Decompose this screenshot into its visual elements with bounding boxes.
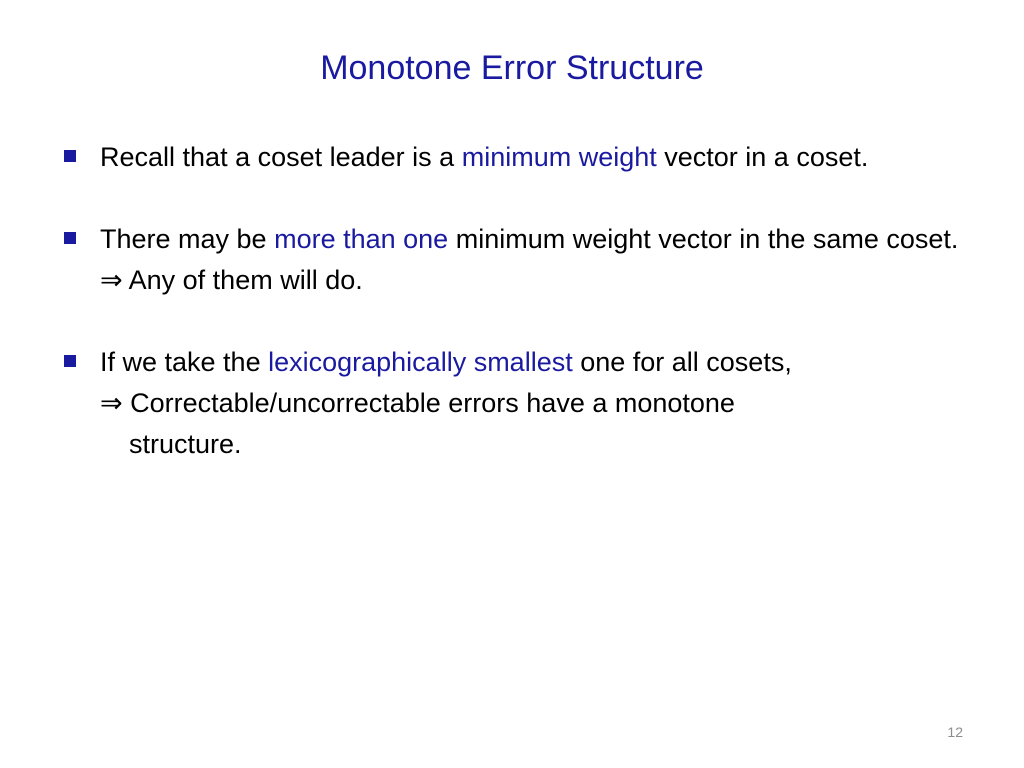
bullet-sub-line-continuation: structure. [129,429,242,459]
bullet-highlight: minimum weight [461,142,657,172]
bullet-text-after: one for all cosets, [572,347,792,377]
bullet-list [64,137,964,506]
bullet-item-coset-leader [64,137,964,178]
bullet-text-after: minimum weight vector in the same coset. [448,224,959,254]
bullet-text-before: There may be [100,224,275,254]
page-number: 12 [947,724,963,740]
bullet-sub-line: ⇒ Correctable/uncorrectable errors have a monotone [100,388,735,418]
slide-title: Monotone Error Structure [320,49,704,87]
square-bullet-icon [64,150,76,162]
bullet-highlight: lexicographically smallest [268,347,573,377]
bullet-highlight: more than one [274,224,449,254]
bullet-text-before: Recall that a coset leader is a [100,142,462,172]
bullet-text-before: If we take the [100,347,269,377]
square-bullet-icon [64,232,76,244]
square-bullet-icon [64,355,76,367]
bullet-item-lexicographic [64,342,964,465]
bullet-text-after: vector in a coset. [656,142,869,172]
bullet-sub-line: ⇒ Any of them will do. [100,265,363,295]
bullet-item-more-than-one [64,219,964,301]
